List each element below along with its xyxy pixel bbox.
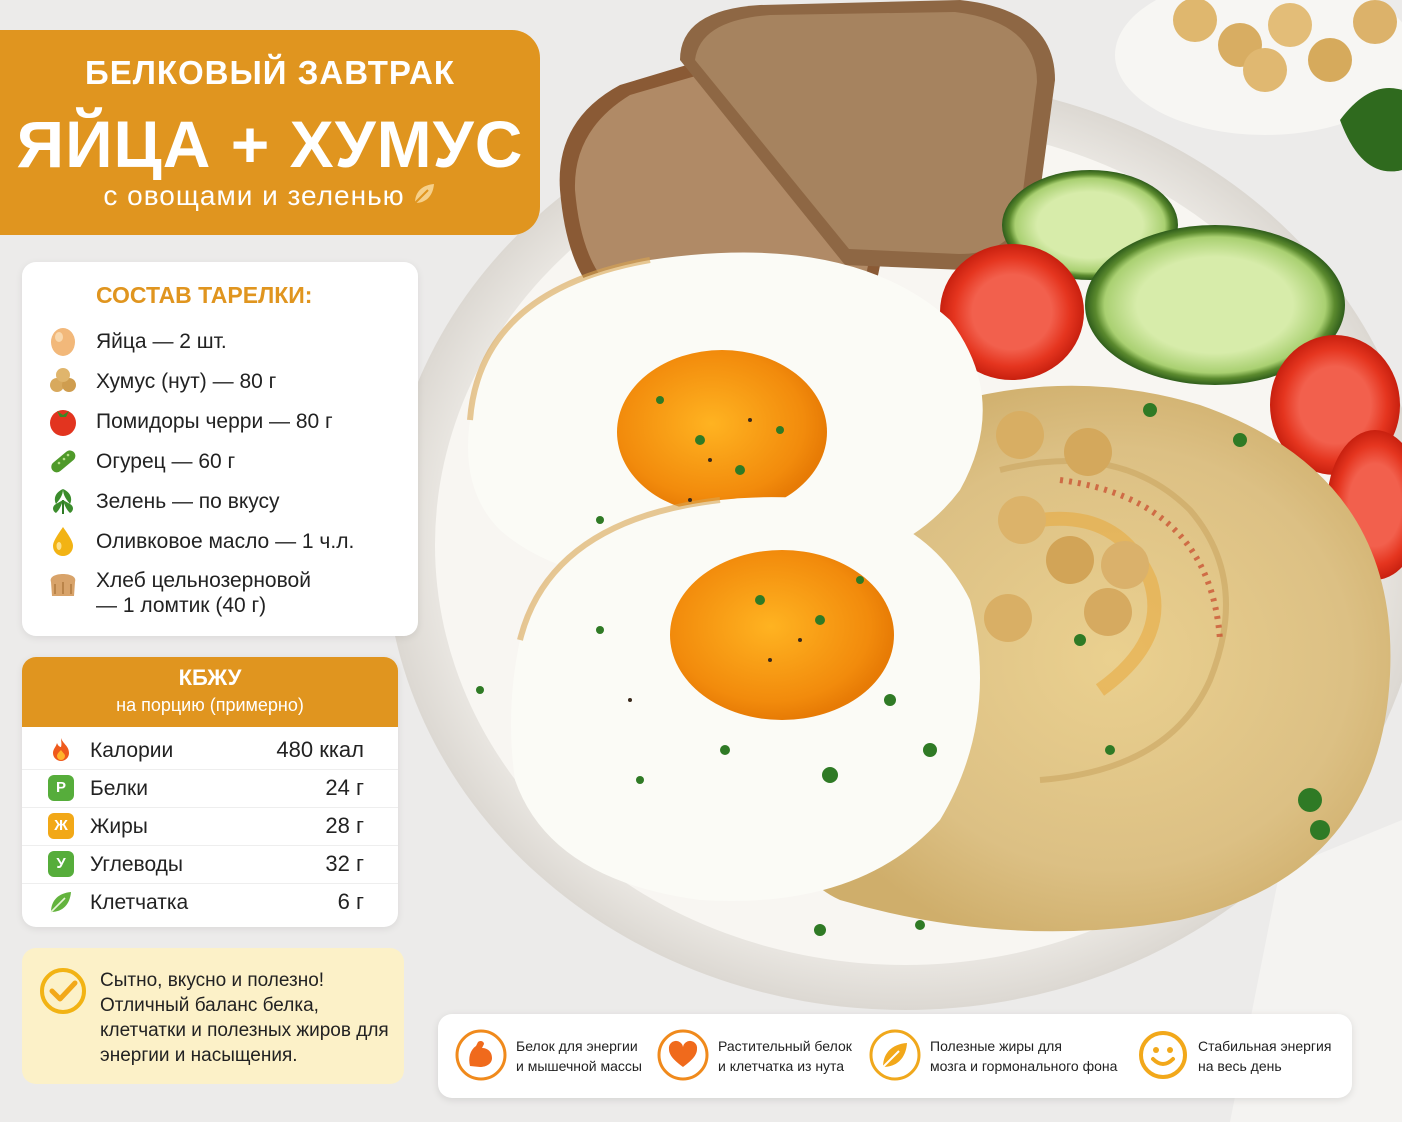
summary-note	[22, 948, 404, 1084]
ingredient-label	[96, 568, 311, 618]
macros-card	[22, 657, 398, 927]
muscle-icon	[454, 1028, 508, 1082]
ingredients-card	[22, 262, 418, 636]
egg-icon	[46, 324, 80, 358]
benefit-text	[930, 1036, 1130, 1076]
list-item	[46, 324, 406, 358]
macros-subtitle: на порцию (примерно)	[116, 695, 304, 715]
ingredients-title: СОСТАВ ТАРЕЛКИ:	[96, 282, 313, 308]
benefit-line1: Белок для энергии	[516, 1038, 638, 1054]
list-item	[46, 484, 406, 518]
leaf-icon	[868, 1028, 922, 1082]
benefit-line2: мозга и гормонального фона	[930, 1058, 1118, 1074]
leaf-icon	[48, 889, 74, 915]
macro-label: Белки	[90, 777, 148, 800]
macro-value: 480 ккал	[276, 737, 364, 762]
herb-icon	[46, 484, 80, 518]
fat-badge-icon: Ж	[48, 813, 74, 839]
ingredient-label: Помидоры черри — 80 г	[96, 409, 333, 433]
title-banner	[0, 30, 540, 235]
macro-label: Углеводы	[90, 853, 184, 876]
subtitle-text: с овощами и зеленью	[103, 180, 405, 211]
table-row	[22, 769, 398, 808]
macro-label: Клетчатка	[90, 891, 189, 914]
flame-icon	[48, 737, 74, 763]
carb-badge-icon: У	[48, 851, 74, 877]
oil-drop-icon	[46, 524, 80, 558]
list-item	[46, 364, 406, 398]
chickpea-icon	[46, 364, 80, 398]
smile-icon	[1136, 1028, 1190, 1082]
benefit-line2: на весь день	[1198, 1058, 1282, 1074]
macro-value: 6 г	[337, 889, 364, 914]
tomato-icon	[46, 404, 80, 438]
table-row	[22, 845, 398, 884]
list-item	[46, 524, 406, 558]
title-overline: БЕЛКОВЫЙ ЗАВТРАК	[84, 54, 456, 91]
ingredient-label: Яйца — 2 шт.	[96, 329, 227, 353]
ingredient-label-line2: — 1 ломтик (40 г)	[96, 594, 267, 617]
macro-value: 28 г	[325, 813, 364, 838]
macro-value: 24 г	[325, 775, 364, 800]
benefit-text	[1198, 1036, 1368, 1076]
ingredient-label: Зелень — по вкусу	[96, 489, 280, 513]
macro-label: Жиры	[90, 815, 148, 838]
protein-badge-icon: Р	[48, 775, 74, 801]
macro-label: Калории	[90, 739, 174, 762]
macros-header	[22, 657, 398, 727]
table-row	[22, 807, 398, 846]
ingredient-label: Хумус (нут) — 80 г	[96, 369, 277, 393]
macro-value: 32 г	[325, 851, 364, 876]
benefit-line2: и клетчатка из нута	[718, 1058, 845, 1074]
list-item	[46, 444, 406, 478]
list-item	[46, 568, 406, 618]
table-row	[22, 731, 398, 770]
ingredient-label: Оливковое масло — 1 ч.л.	[96, 529, 355, 553]
ingredient-label-line1: Хлеб цельнозерновой	[96, 569, 311, 592]
note-text: Сытно, вкусно и полезно! Отличный баланс белка, клетчатки и полезных жиров для энергии и насыщения.	[100, 970, 389, 1066]
leaf-icon	[411, 181, 437, 214]
heart-icon	[656, 1028, 710, 1082]
title-subtitle	[0, 180, 540, 214]
checkmark-icon	[38, 966, 88, 1021]
macros-title: КБЖУ	[178, 665, 242, 690]
benefit-line1: Стабильная энергия	[1198, 1038, 1332, 1054]
table-row	[22, 883, 398, 921]
bread-icon	[46, 568, 80, 602]
cucumber-icon	[46, 444, 80, 478]
benefit-line1: Растительный белок	[718, 1038, 852, 1054]
benefit-line2: и мышечной массы	[516, 1058, 642, 1074]
benefit-line1: Полезные жиры для	[930, 1038, 1062, 1054]
benefits-bar	[438, 1014, 1352, 1098]
list-item	[46, 404, 406, 438]
page-title: ЯЙЦА + ХУМУС	[16, 107, 524, 181]
ingredient-label: Огурец — 60 г	[96, 449, 236, 473]
benefit-text	[718, 1036, 888, 1076]
